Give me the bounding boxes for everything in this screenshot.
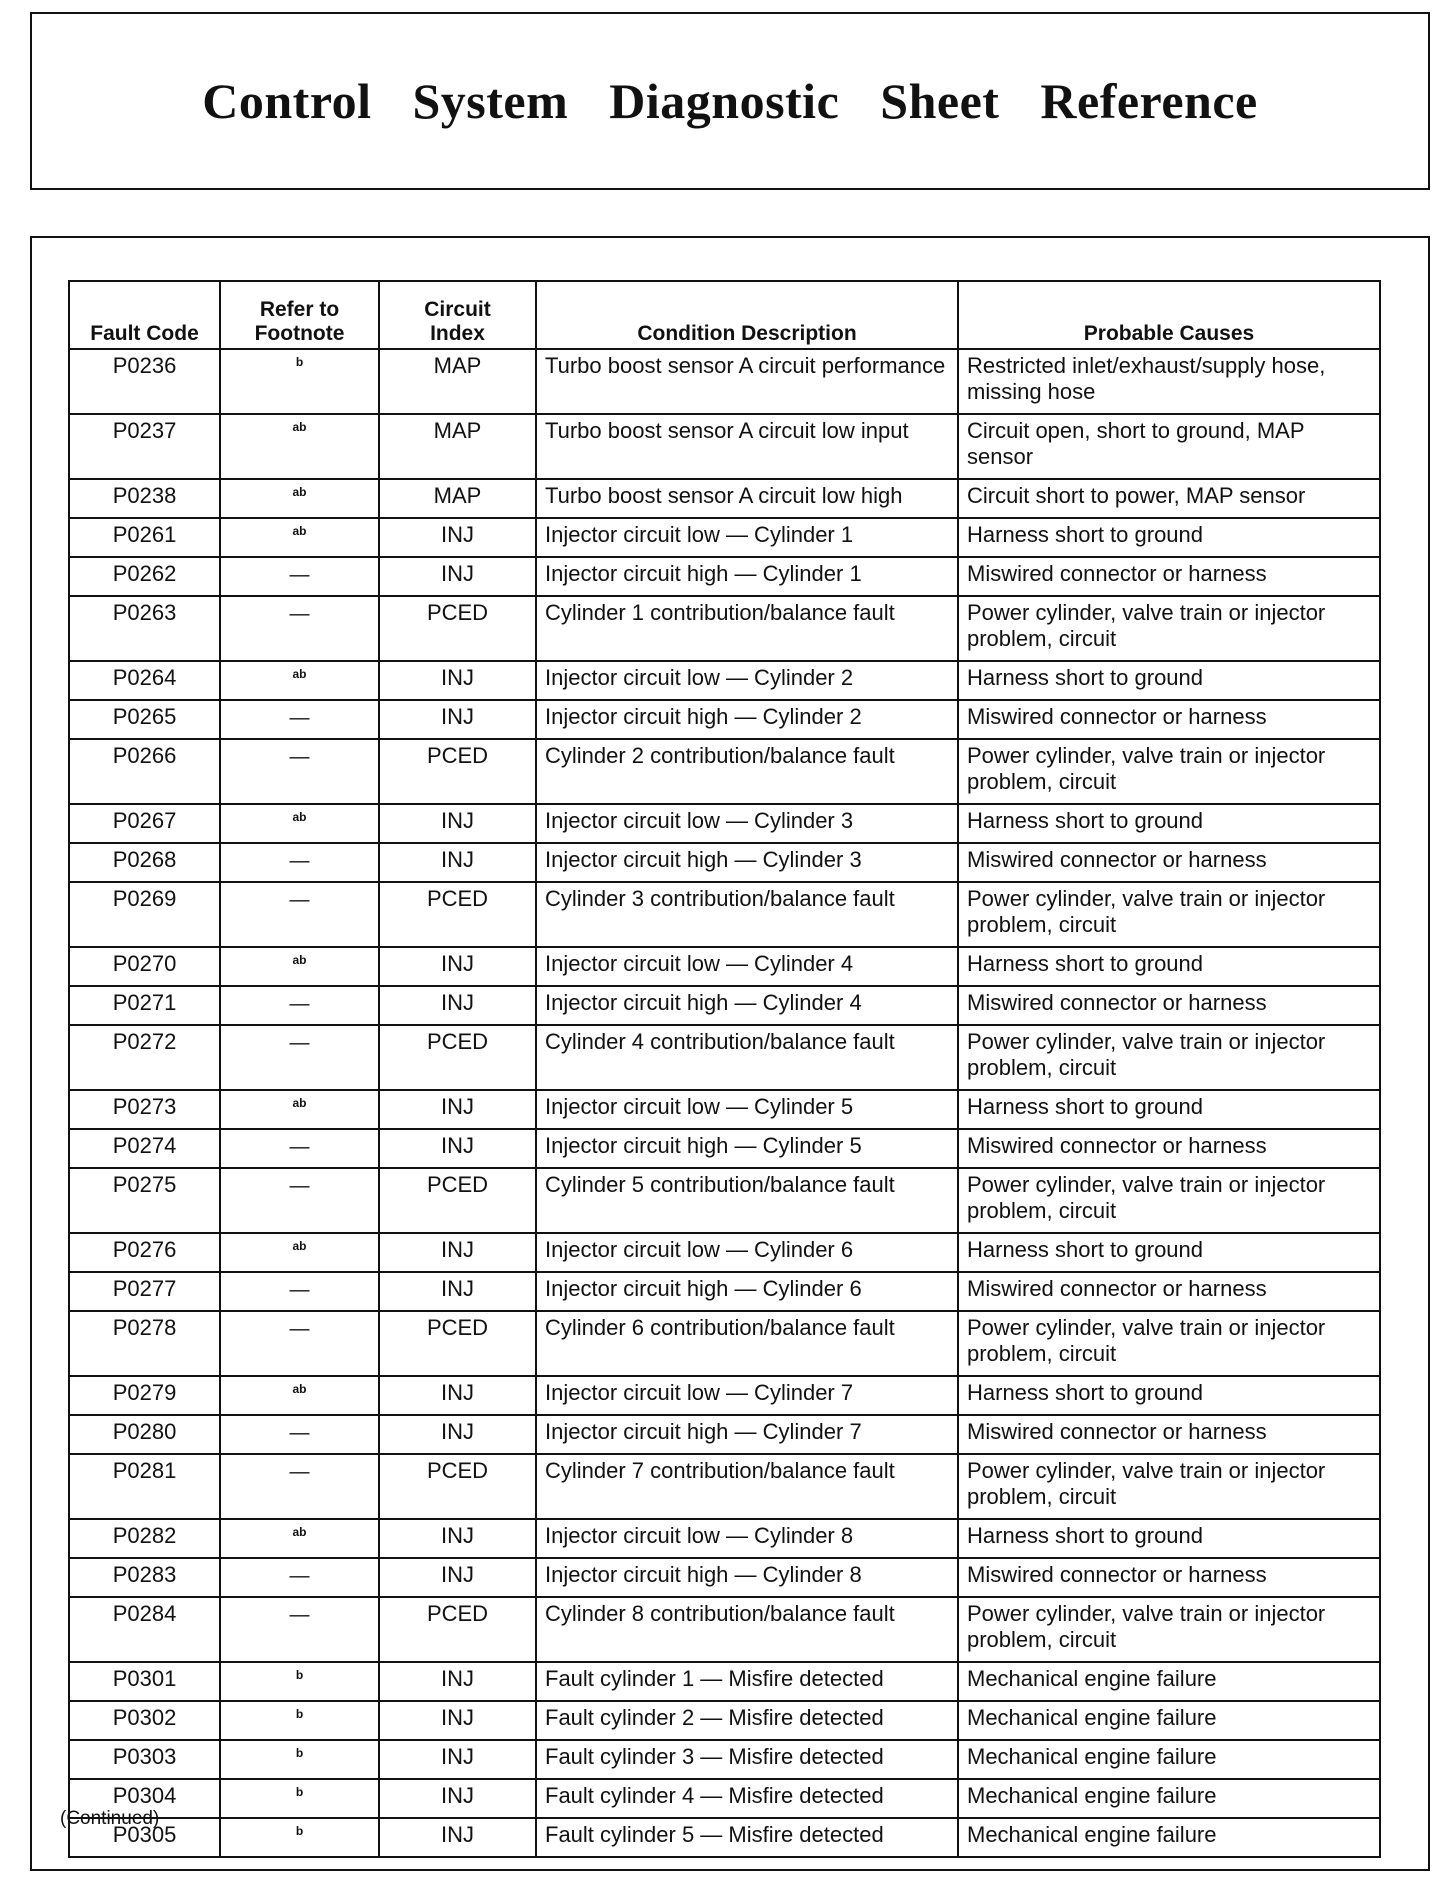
- fault-code-cell: P0282: [69, 1519, 220, 1558]
- probable-causes-cell: Miswired connector or harness: [958, 557, 1380, 596]
- footnote-cell: b: [220, 1779, 379, 1818]
- diagnostic-table: [68, 280, 1381, 1858]
- circuit-index-cell: INJ: [379, 1779, 536, 1818]
- table-row: [69, 1558, 1380, 1597]
- table-row: [69, 1519, 1380, 1558]
- footnote-cell: b: [220, 1818, 379, 1857]
- table-box: [30, 236, 1430, 1871]
- fault-code-cell: P0276: [69, 1233, 220, 1272]
- circuit-index-cell: INJ: [379, 986, 536, 1025]
- probable-causes-cell: Miswired connector or harness: [958, 843, 1380, 882]
- condition-description-cell: Injector circuit high — Cylinder 4: [536, 986, 958, 1025]
- table-row: [69, 1376, 1380, 1415]
- probable-causes-cell: Harness short to ground: [958, 804, 1380, 843]
- table-row: [69, 1129, 1380, 1168]
- circuit-index-cell: INJ: [379, 947, 536, 986]
- circuit-index-cell: MAP: [379, 349, 536, 414]
- table-row: [69, 1233, 1380, 1272]
- table-row: [69, 479, 1380, 518]
- condition-description-cell: Cylinder 7 contribution/balance fault: [536, 1454, 958, 1519]
- probable-causes-cell: Miswired connector or harness: [958, 1272, 1380, 1311]
- footnote-cell: ab: [220, 947, 379, 986]
- condition-description-cell: Turbo boost sensor A circuit low input: [536, 414, 958, 479]
- condition-description-cell: Fault cylinder 4 — Misfire detected: [536, 1779, 958, 1818]
- footnote-cell: —: [220, 1558, 379, 1597]
- continued-note: (Continued): [60, 1808, 160, 1829]
- col-header-fault-code: Fault Code: [69, 281, 220, 349]
- circuit-index-cell: INJ: [379, 1558, 536, 1597]
- condition-description-cell: Injector circuit low — Cylinder 7: [536, 1376, 958, 1415]
- fault-code-cell: P0279: [69, 1376, 220, 1415]
- condition-description-cell: Turbo boost sensor A circuit low high: [536, 479, 958, 518]
- table-row: [69, 414, 1380, 479]
- probable-causes-cell: Power cylinder, valve train or injector problem, circuit: [958, 739, 1380, 804]
- circuit-index-cell: INJ: [379, 804, 536, 843]
- circuit-index-cell: INJ: [379, 557, 536, 596]
- fault-code-cell: P0301: [69, 1662, 220, 1701]
- condition-description-cell: Injector circuit low — Cylinder 6: [536, 1233, 958, 1272]
- table-row: [69, 700, 1380, 739]
- footnote-cell: —: [220, 557, 379, 596]
- fault-code-cell: P0281: [69, 1454, 220, 1519]
- title-box: [30, 12, 1430, 190]
- probable-causes-cell: Miswired connector or harness: [958, 1558, 1380, 1597]
- circuit-index-cell: INJ: [379, 1415, 536, 1454]
- probable-causes-cell: Circuit short to power, MAP sensor: [958, 479, 1380, 518]
- circuit-index-cell: MAP: [379, 479, 536, 518]
- footnote-cell: —: [220, 843, 379, 882]
- circuit-index-cell: PCED: [379, 882, 536, 947]
- probable-causes-cell: Miswired connector or harness: [958, 700, 1380, 739]
- circuit-index-cell: INJ: [379, 700, 536, 739]
- col-header-probable-causes: Probable Causes: [958, 281, 1380, 349]
- col-header-condition-description: Condition Description: [536, 281, 958, 349]
- table-row: [69, 739, 1380, 804]
- circuit-index-cell: INJ: [379, 1662, 536, 1701]
- fault-code-cell: P0305: [69, 1818, 220, 1857]
- probable-causes-cell: Power cylinder, valve train or injector problem, circuit: [958, 596, 1380, 661]
- probable-causes-cell: Harness short to ground: [958, 1376, 1380, 1415]
- fault-code-cell: P0280: [69, 1415, 220, 1454]
- footnote-cell: —: [220, 1597, 379, 1662]
- footnote-cell: ab: [220, 804, 379, 843]
- fault-code-cell: P0263: [69, 596, 220, 661]
- condition-description-cell: Injector circuit low — Cylinder 5: [536, 1090, 958, 1129]
- fault-code-cell: P0265: [69, 700, 220, 739]
- page-title: Control System Diagnostic Sheet Reference: [202, 73, 1258, 129]
- condition-description-cell: Injector circuit low — Cylinder 8: [536, 1519, 958, 1558]
- probable-causes-cell: Mechanical engine failure: [958, 1818, 1380, 1857]
- probable-causes-cell: Harness short to ground: [958, 1090, 1380, 1129]
- circuit-index-cell: INJ: [379, 1740, 536, 1779]
- fault-code-cell: P0273: [69, 1090, 220, 1129]
- table-body: [69, 349, 1380, 1857]
- circuit-index-cell: INJ: [379, 1233, 536, 1272]
- fault-code-cell: P0270: [69, 947, 220, 986]
- table-row: [69, 1090, 1380, 1129]
- circuit-index-cell: PCED: [379, 1597, 536, 1662]
- condition-description-cell: Injector circuit low — Cylinder 4: [536, 947, 958, 986]
- table-row: [69, 986, 1380, 1025]
- circuit-index-cell: INJ: [379, 1090, 536, 1129]
- fault-code-cell: P0266: [69, 739, 220, 804]
- fault-code-cell: P0303: [69, 1740, 220, 1779]
- fault-code-cell: P0274: [69, 1129, 220, 1168]
- footnote-cell: —: [220, 882, 379, 947]
- probable-causes-cell: Miswired connector or harness: [958, 1415, 1380, 1454]
- table-row: [69, 1272, 1380, 1311]
- footnote-cell: —: [220, 700, 379, 739]
- condition-description-cell: Fault cylinder 3 — Misfire detected: [536, 1740, 958, 1779]
- fault-code-cell: P0284: [69, 1597, 220, 1662]
- footnote-cell: b: [220, 1740, 379, 1779]
- circuit-index-cell: PCED: [379, 1025, 536, 1090]
- circuit-index-cell: PCED: [379, 1311, 536, 1376]
- circuit-index-cell: INJ: [379, 843, 536, 882]
- table-header-row: [69, 281, 1380, 349]
- table-row: [69, 1311, 1380, 1376]
- condition-description-cell: Cylinder 1 contribution/balance fault: [536, 596, 958, 661]
- table-row: [69, 349, 1380, 414]
- table-row: [69, 596, 1380, 661]
- condition-description-cell: Fault cylinder 2 — Misfire detected: [536, 1701, 958, 1740]
- probable-causes-cell: Miswired connector or harness: [958, 1129, 1380, 1168]
- condition-description-cell: Cylinder 4 contribution/balance fault: [536, 1025, 958, 1090]
- table-row: [69, 843, 1380, 882]
- probable-causes-cell: Power cylinder, valve train or injector problem, circuit: [958, 1025, 1380, 1090]
- condition-description-cell: Cylinder 8 contribution/balance fault: [536, 1597, 958, 1662]
- condition-description-cell: Fault cylinder 5 — Misfire detected: [536, 1818, 958, 1857]
- condition-description-cell: Cylinder 5 contribution/balance fault: [536, 1168, 958, 1233]
- circuit-index-cell: INJ: [379, 1818, 536, 1857]
- probable-causes-cell: Harness short to ground: [958, 518, 1380, 557]
- probable-causes-cell: Power cylinder, valve train or injector problem, circuit: [958, 1311, 1380, 1376]
- circuit-index-cell: PCED: [379, 596, 536, 661]
- fault-code-cell: P0272: [69, 1025, 220, 1090]
- table-row: [69, 1454, 1380, 1519]
- footnote-cell: —: [220, 1025, 379, 1090]
- col-header-refer-to-footnote: Refer to Footnote: [220, 281, 379, 349]
- fault-code-cell: P0283: [69, 1558, 220, 1597]
- table-row: [69, 804, 1380, 843]
- table-row: [69, 1701, 1380, 1740]
- probable-causes-cell: Mechanical engine failure: [958, 1701, 1380, 1740]
- condition-description-cell: Fault cylinder 1 — Misfire detected: [536, 1662, 958, 1701]
- table-row: [69, 1168, 1380, 1233]
- probable-causes-cell: Restricted inlet/exhaust/supply hose, missing hose: [958, 349, 1380, 414]
- fault-code-cell: P0261: [69, 518, 220, 557]
- footnote-cell: —: [220, 986, 379, 1025]
- table-row: [69, 1779, 1380, 1818]
- fault-code-cell: P0277: [69, 1272, 220, 1311]
- condition-description-cell: Injector circuit low — Cylinder 2: [536, 661, 958, 700]
- probable-causes-cell: Power cylinder, valve train or injector problem, circuit: [958, 1454, 1380, 1519]
- footnote-cell: —: [220, 1272, 379, 1311]
- condition-description-cell: Injector circuit low — Cylinder 3: [536, 804, 958, 843]
- footnote-cell: ab: [220, 1090, 379, 1129]
- circuit-index-cell: INJ: [379, 1272, 536, 1311]
- circuit-index-cell: MAP: [379, 414, 536, 479]
- probable-causes-cell: Circuit open, short to ground, MAP sensor: [958, 414, 1380, 479]
- probable-causes-cell: Power cylinder, valve train or injector problem, circuit: [958, 1597, 1380, 1662]
- footnote-cell: ab: [220, 1376, 379, 1415]
- fault-code-cell: P0302: [69, 1701, 220, 1740]
- table-row: [69, 1597, 1380, 1662]
- footnote-cell: ab: [220, 518, 379, 557]
- probable-causes-cell: Harness short to ground: [958, 661, 1380, 700]
- condition-description-cell: Injector circuit high — Cylinder 3: [536, 843, 958, 882]
- condition-description-cell: Injector circuit high — Cylinder 1: [536, 557, 958, 596]
- probable-causes-cell: Mechanical engine failure: [958, 1779, 1380, 1818]
- probable-causes-cell: Harness short to ground: [958, 1233, 1380, 1272]
- probable-causes-cell: Miswired connector or harness: [958, 986, 1380, 1025]
- condition-description-cell: Cylinder 6 contribution/balance fault: [536, 1311, 958, 1376]
- footnote-cell: —: [220, 1415, 379, 1454]
- table-row: [69, 661, 1380, 700]
- footnote-cell: ab: [220, 479, 379, 518]
- footnote-cell: ab: [220, 1519, 379, 1558]
- table-row: [69, 1818, 1380, 1857]
- condition-description-cell: Injector circuit high — Cylinder 7: [536, 1415, 958, 1454]
- circuit-index-cell: PCED: [379, 1454, 536, 1519]
- table-row: [69, 947, 1380, 986]
- footnote-cell: ab: [220, 661, 379, 700]
- fault-code-cell: P0267: [69, 804, 220, 843]
- footnote-cell: —: [220, 739, 379, 804]
- condition-description-cell: Turbo boost sensor A circuit performance: [536, 349, 958, 414]
- footnote-cell: ab: [220, 1233, 379, 1272]
- condition-description-cell: Injector circuit high — Cylinder 8: [536, 1558, 958, 1597]
- probable-causes-cell: Mechanical engine failure: [958, 1662, 1380, 1701]
- condition-description-cell: Injector circuit high — Cylinder 2: [536, 700, 958, 739]
- table-row: [69, 557, 1380, 596]
- probable-causes-cell: Power cylinder, valve train or injector problem, circuit: [958, 882, 1380, 947]
- circuit-index-cell: PCED: [379, 739, 536, 804]
- circuit-index-cell: INJ: [379, 1701, 536, 1740]
- footnote-cell: —: [220, 1168, 379, 1233]
- footnote-cell: b: [220, 1662, 379, 1701]
- fault-code-cell: P0262: [69, 557, 220, 596]
- table-row: [69, 882, 1380, 947]
- condition-description-cell: Injector circuit high — Cylinder 5: [536, 1129, 958, 1168]
- condition-description-cell: Cylinder 2 contribution/balance fault: [536, 739, 958, 804]
- fault-code-cell: P0268: [69, 843, 220, 882]
- probable-causes-cell: Mechanical engine failure: [958, 1740, 1380, 1779]
- table-row: [69, 1025, 1380, 1090]
- fault-code-cell: P0275: [69, 1168, 220, 1233]
- footnote-cell: —: [220, 596, 379, 661]
- fault-code-cell: P0264: [69, 661, 220, 700]
- footnote-cell: b: [220, 1701, 379, 1740]
- condition-description-cell: Injector circuit high — Cylinder 6: [536, 1272, 958, 1311]
- fault-code-cell: P0238: [69, 479, 220, 518]
- circuit-index-cell: INJ: [379, 1129, 536, 1168]
- circuit-index-cell: INJ: [379, 518, 536, 557]
- fault-code-cell: P0278: [69, 1311, 220, 1376]
- probable-causes-cell: Harness short to ground: [958, 947, 1380, 986]
- col-header-circuit-index: Circuit Index: [379, 281, 536, 349]
- footnote-cell: b: [220, 349, 379, 414]
- condition-description-cell: Injector circuit low — Cylinder 1: [536, 518, 958, 557]
- circuit-index-cell: PCED: [379, 1168, 536, 1233]
- fault-code-cell: P0237: [69, 414, 220, 479]
- fault-code-cell: P0271: [69, 986, 220, 1025]
- circuit-index-cell: INJ: [379, 1376, 536, 1415]
- table-row: [69, 1740, 1380, 1779]
- circuit-index-cell: INJ: [379, 661, 536, 700]
- circuit-index-cell: INJ: [379, 1519, 536, 1558]
- table-row: [69, 1662, 1380, 1701]
- fault-code-cell: P0236: [69, 349, 220, 414]
- condition-description-cell: Cylinder 3 contribution/balance fault: [536, 882, 958, 947]
- footnote-cell: —: [220, 1129, 379, 1168]
- fault-code-cell: P0304: [69, 1779, 220, 1818]
- probable-causes-cell: Harness short to ground: [958, 1519, 1380, 1558]
- footnote-cell: —: [220, 1454, 379, 1519]
- table-row: [69, 1415, 1380, 1454]
- fault-code-cell: P0269: [69, 882, 220, 947]
- footnote-cell: —: [220, 1311, 379, 1376]
- probable-causes-cell: Power cylinder, valve train or injector problem, circuit: [958, 1168, 1380, 1233]
- footnote-cell: ab: [220, 414, 379, 479]
- table-row: [69, 518, 1380, 557]
